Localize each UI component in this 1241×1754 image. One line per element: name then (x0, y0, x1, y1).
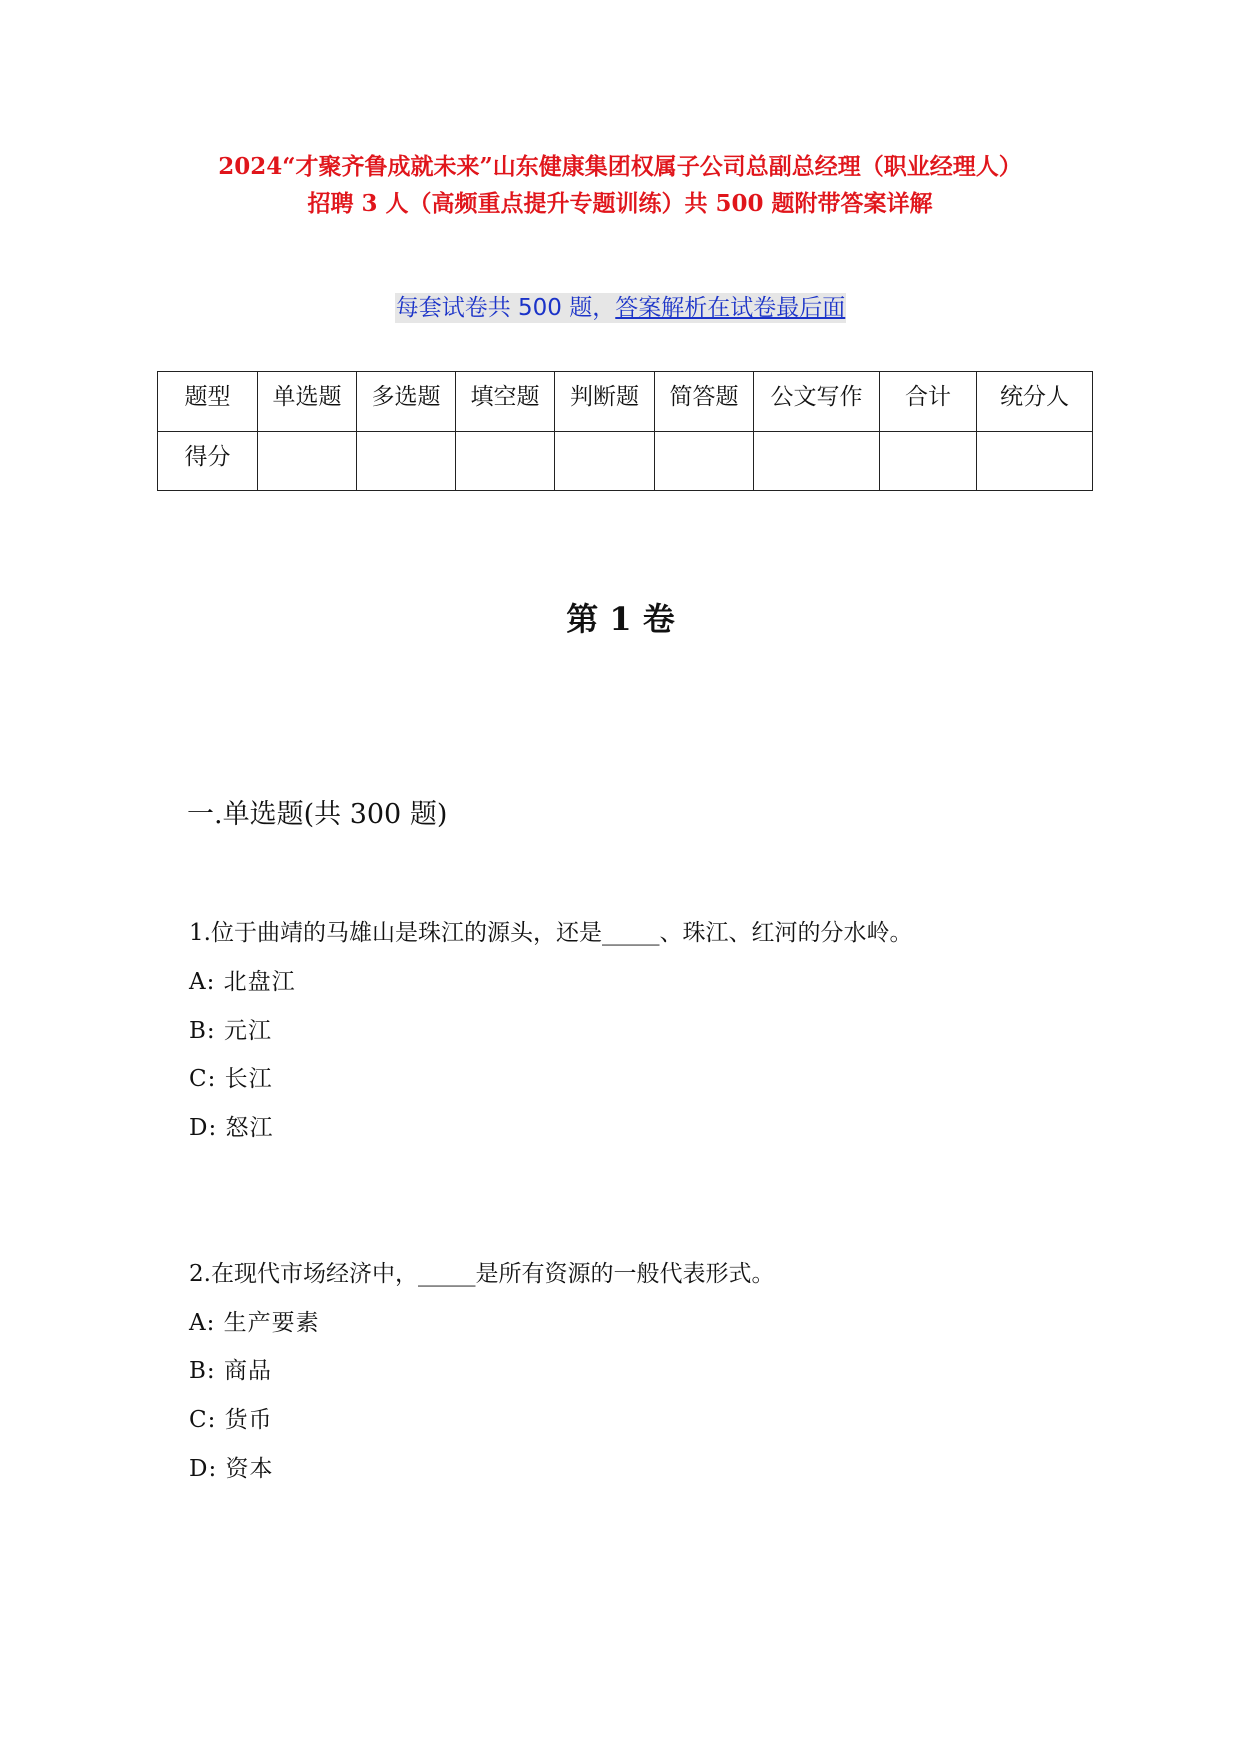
question-1-option-c: C: 长江 (189, 1066, 273, 1092)
question-1-option-a: A: 北盘江 (189, 969, 296, 995)
header-cell-fill-blank: 填空题 (456, 372, 555, 432)
score-cell (456, 432, 555, 491)
question-1-option-b: B: 元江 (189, 1018, 272, 1044)
score-cell (357, 432, 456, 491)
notice-answer-location: 答案解析在试卷最后面 (615, 295, 846, 321)
document-title-line-1: 2024“才聚齐鲁成就未来”山东健康集团权属子公司总副总经理（职业经理人） (218, 153, 1022, 180)
question-2-option-b: B: 商品 (189, 1358, 272, 1384)
score-cell (880, 432, 977, 491)
question-2-option-a: A: 生产要素 (189, 1310, 320, 1336)
header-cell-single-choice: 单选题 (258, 372, 357, 432)
document-title-line-2: 招聘 3 人（高频重点提升专题训练）共 500 题附带答案详解 (307, 190, 933, 217)
volume-title: 第 1 卷 (566, 600, 675, 638)
header-cell-short-answer: 简答题 (655, 372, 754, 432)
question-1-text: 1.位于曲靖的马雄山是珠江的源头，还是_____、珠江、红河的分水岭。 (189, 920, 913, 946)
section-title: 一.单选题(共 300 题) (187, 799, 448, 830)
score-cell (754, 432, 880, 491)
header-cell-total: 合计 (880, 372, 977, 432)
score-cell (258, 432, 357, 491)
header-cell-official-writing: 公文写作 (754, 372, 880, 432)
notice-question-count: 每套试卷共 500 题， (395, 295, 616, 321)
question-2-option-d: D: 资本 (189, 1456, 274, 1482)
header-cell-true-false: 判断题 (555, 372, 655, 432)
question-1-option-d: D: 怒江 (189, 1115, 274, 1141)
score-table (157, 371, 1093, 491)
score-cell (655, 432, 754, 491)
header-cell-type: 题型 (158, 372, 258, 432)
notice-text (395, 293, 847, 323)
notice-banner (0, 293, 1241, 323)
score-row-label: 得分 (158, 432, 258, 491)
question-2-option-c: C: 货币 (189, 1407, 273, 1433)
score-table-header-row (158, 372, 1093, 432)
score-cell (555, 432, 655, 491)
header-cell-scorer: 统分人 (977, 372, 1093, 432)
header-cell-multiple-choice: 多选题 (357, 372, 456, 432)
score-cell (977, 432, 1093, 491)
score-table-score-row (158, 432, 1093, 491)
question-2-text: 2.在现代市场经济中，_____是所有资源的一般代表形式。 (189, 1261, 775, 1287)
